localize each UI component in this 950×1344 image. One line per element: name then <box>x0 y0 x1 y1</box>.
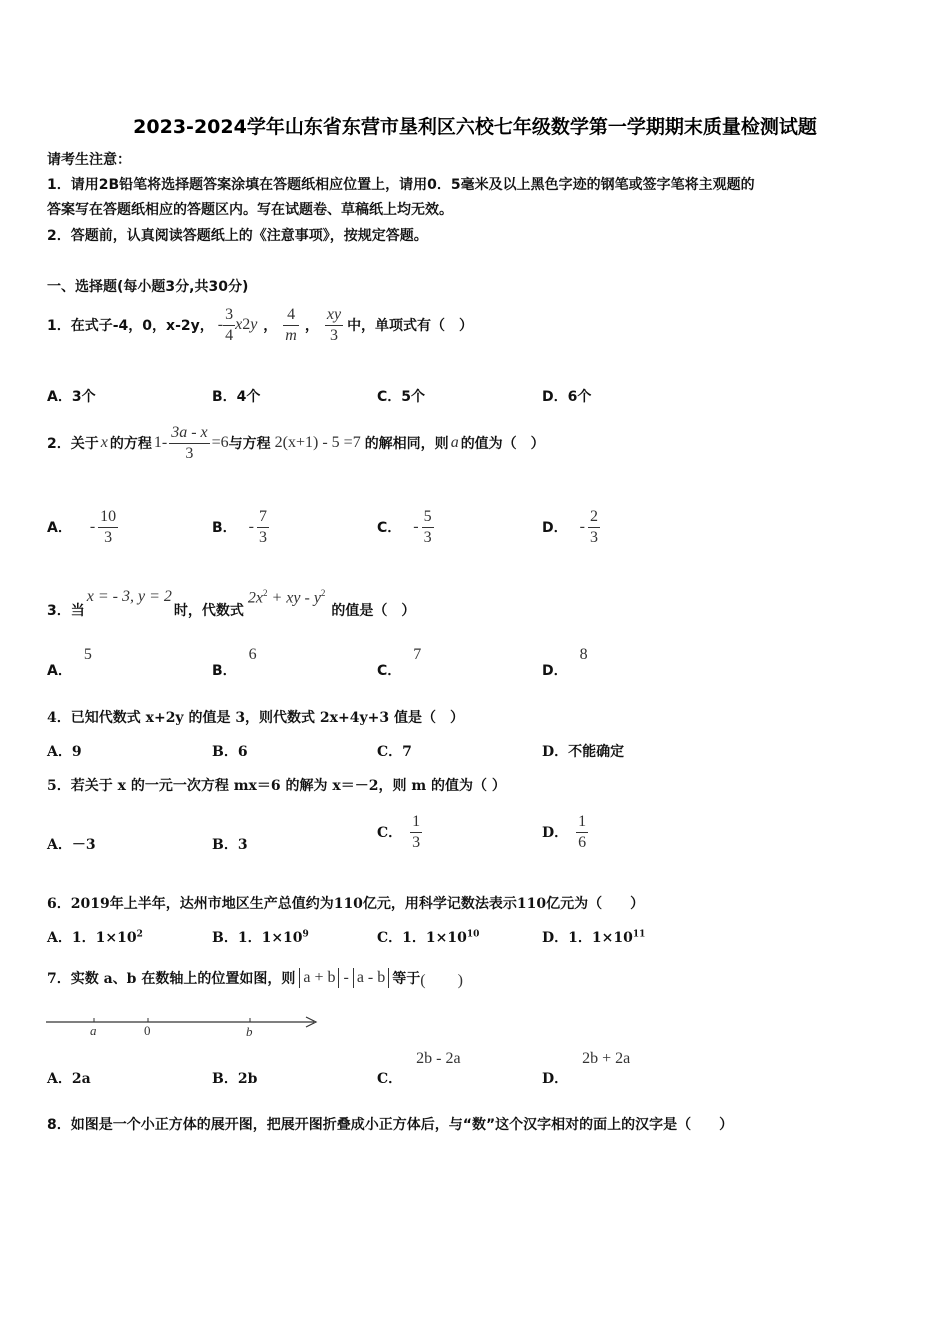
q2-option-b-label: B． <box>212 520 237 536</box>
q1-term1-fraction <box>223 305 235 346</box>
q2-option-a-sign: - <box>89 518 96 535</box>
q6-option-d[interactable] <box>542 927 645 947</box>
q5-option-d-label: D． <box>542 825 569 841</box>
q1-term1-sign: - <box>217 316 224 333</box>
q3-option-b[interactable] <box>212 646 257 682</box>
q5-option-c-fraction <box>410 812 422 853</box>
q6-option-b-exp: 9 <box>302 929 309 940</box>
q3-expr-b: + xy - y <box>267 589 321 607</box>
q1-option-a[interactable]: A．3个 <box>47 389 96 405</box>
q2-option-c-denominator: 3 <box>423 528 432 546</box>
q6-option-c-base: C．1．1×10 <box>377 930 467 946</box>
notice-line-1: 1．请用2B铅笔将选择题答案涂填在答题纸相应位置上，请用0．5毫米及以上黑色字迹的钢笔或签字笔将主观题的 <box>47 177 755 193</box>
q1-suffix: 中，单项式有（ ） <box>347 318 474 334</box>
q3-option-a[interactable] <box>47 646 92 682</box>
q7-minus: - <box>339 969 353 986</box>
q2-option-d-denominator: 3 <box>589 528 598 546</box>
q1-term1-denominator: 4 <box>225 326 234 344</box>
q3-expression <box>248 588 326 607</box>
q5-option-c-numerator: 1 <box>410 812 422 833</box>
q3-option-b-label: B． <box>212 663 237 679</box>
q2-option-b-sign: - <box>248 518 254 535</box>
q7-abs-1: a + b <box>299 968 339 988</box>
q7-prefix: 7．实数 a、b 在数轴上的位置如图，则 <box>47 971 296 987</box>
q2-option-b[interactable] <box>212 503 269 551</box>
q2-option-d-fraction <box>588 507 600 548</box>
q2-eq1-fraction <box>169 423 209 464</box>
q1-comma-2: ， <box>304 318 319 334</box>
question-5: 5．若关于 x 的一元一次方程 mx＝6 的解为 x＝－2，则 m 的值为（ ） <box>47 778 506 794</box>
axis-label-b: b <box>246 1024 253 1039</box>
q1-option-c[interactable]: C．5个 <box>377 389 426 405</box>
q2-option-c-sign: - <box>413 518 419 535</box>
q2-var-x: x <box>100 434 108 451</box>
q7-option-b[interactable]: B．2b <box>212 1071 258 1087</box>
q2-option-c[interactable] <box>377 503 434 551</box>
q6-option-a[interactable] <box>47 927 143 947</box>
q7-option-c-expr: 2b - 2a <box>416 1050 461 1067</box>
q6-option-b-base: B．1．1×10 <box>212 930 303 946</box>
q5-option-d-denominator: 6 <box>578 833 587 851</box>
q3-option-d-value: 8 <box>579 646 588 663</box>
q1-term2-fraction <box>283 305 299 346</box>
q5-option-a[interactable]: A．－3 <box>47 837 96 853</box>
q1-term2-numerator: 4 <box>283 305 299 326</box>
q7-paren: ( ) <box>420 971 463 989</box>
q4-option-d[interactable]: D．不能确定 <box>542 744 625 760</box>
q2-option-c-fraction <box>422 507 434 548</box>
q2-option-d-label: D． <box>542 520 568 536</box>
q2-option-a[interactable] <box>47 503 118 551</box>
q2-option-b-fraction <box>257 507 269 548</box>
number-line <box>44 1012 324 1040</box>
q2-eq2: 2(x+1) - 5 =7 <box>274 434 361 451</box>
q3-option-b-value: 6 <box>248 646 257 663</box>
q3-option-c[interactable] <box>377 646 421 682</box>
q7-option-d-expr: 2b + 2a <box>582 1050 631 1067</box>
q7-option-d[interactable] <box>542 1050 630 1086</box>
question-2 <box>47 418 545 468</box>
q1-term3-fraction <box>325 305 343 346</box>
q5-option-c-denominator: 3 <box>412 833 421 851</box>
question-6: 6．2019年上半年，达州市地区生产总值约为110亿元，用科学记数法表示110亿元为（ ） <box>47 896 645 912</box>
q7-option-a[interactable]: A．2a <box>47 1071 91 1087</box>
q2-mid: 的方程 <box>109 436 152 452</box>
q2-prefix: 2．关于 <box>47 436 99 452</box>
q3-expr-exp1: 2 <box>262 588 268 598</box>
q5-option-d[interactable] <box>542 808 588 856</box>
q7-expression <box>299 968 389 988</box>
q3-option-d[interactable] <box>542 646 588 682</box>
q2-eq1-denominator: 3 <box>185 444 194 462</box>
q5-option-d-fraction <box>576 812 588 853</box>
question-8: 8．如图是一个小正方体的展开图，把展开图折叠成小正方体后，与“数”这个汉字相对的面上的汉字是（ ） <box>47 1117 734 1133</box>
q2-option-a-fraction <box>98 507 118 548</box>
q5-option-c[interactable] <box>377 808 422 856</box>
section-heading: 一、选择题(每小题3分,共30分) <box>47 279 249 295</box>
q2-eq1-right: =6 <box>211 434 229 451</box>
q1-term3-numerator: xy <box>325 305 343 326</box>
q2-option-c-numerator: 5 <box>422 507 434 528</box>
q6-option-a-base: A．1．1×10 <box>47 930 137 946</box>
axis-label-0: 0 <box>144 1023 151 1038</box>
q3-suffix: 的值是（ ） <box>331 603 416 619</box>
q3-option-a-label: A． <box>47 663 72 679</box>
q1-comma-1: ， <box>263 318 278 334</box>
q1-prefix: 1．在式子-4，0，x-2y， <box>47 318 214 334</box>
q7-option-c-label: C． <box>377 1071 403 1087</box>
q2-eq1-numerator: 3a - x <box>169 423 209 444</box>
question-7 <box>47 960 463 996</box>
page-title: 2023-2024学年山东省东营市垦利区六校七年级数学第一学期期末质量检测试题 <box>133 116 817 138</box>
q2-mid3: 的解相同，则 <box>364 436 449 452</box>
q1-term3-denominator: 3 <box>329 326 338 344</box>
q2-option-c-label: C． <box>377 520 402 536</box>
q2-eq1-left: 1- <box>153 434 168 451</box>
q2-option-b-denominator: 3 <box>259 528 267 546</box>
q2-option-b-numerator: 7 <box>257 507 269 528</box>
q2-option-a-label: A． <box>47 520 72 536</box>
q2-suffix: 的值为（ ） <box>460 436 545 452</box>
q4-option-c[interactable]: C．7 <box>377 744 412 760</box>
q3-option-c-label: C． <box>377 663 402 679</box>
q6-option-b[interactable] <box>212 927 309 947</box>
q1-term1-numerator: 3 <box>223 305 235 326</box>
q6-option-a-exp: 2 <box>136 929 143 940</box>
q2-var-a: a <box>450 434 459 451</box>
question-3 <box>47 588 415 622</box>
q3-condition: x = - 3, y = 2 <box>86 588 172 605</box>
notice-line-3: 2．答题前，认真阅读答题纸上的《注意事项》，按规定答题。 <box>47 228 428 244</box>
axis-label-a: a <box>90 1023 97 1038</box>
q2-option-d[interactable] <box>542 503 600 551</box>
q2-option-d-sign: - <box>579 518 585 535</box>
q2-option-a-denominator: 3 <box>104 528 113 546</box>
q7-abs-2: a - b <box>353 968 389 988</box>
q6-option-c-exp: 10 <box>466 929 480 940</box>
q3-expr-a: 2x <box>247 589 263 607</box>
q5-option-d-numerator: 1 <box>576 812 588 833</box>
q3-option-d-label: D． <box>542 663 568 679</box>
question-4: 4．已知代数式 x+2y 的值是 3，则代数式 2x+4y+3 值是（ ） <box>47 710 464 726</box>
q2-option-a-numerator: 10 <box>98 507 118 528</box>
q5-option-c-label: C． <box>377 825 403 841</box>
q6-option-c[interactable] <box>377 927 479 947</box>
q6-option-d-exp: 11 <box>632 929 646 940</box>
q3-expr-exp2: 2 <box>320 588 326 598</box>
q1-term2-denominator: m <box>285 326 297 344</box>
q6-option-d-base: D．1．1×10 <box>542 930 633 946</box>
q5-option-b[interactable]: B．3 <box>212 837 248 853</box>
notice-line-2: 答案写在答题纸相应的答题区内。写在试题卷、草稿纸上均无效。 <box>47 202 453 218</box>
q3-option-c-value: 7 <box>413 646 422 663</box>
q3-option-a-value: 5 <box>83 646 92 663</box>
q7-option-c[interactable] <box>377 1050 461 1086</box>
q1-option-b[interactable]: B．4个 <box>212 389 261 405</box>
q2-mid2: 与方程 <box>228 436 271 452</box>
q1-term1-var: x <box>235 316 243 333</box>
q7-suffix: 等于 <box>392 971 421 987</box>
q1-term1-var2: y <box>250 316 258 333</box>
q1-term1-exp: 2 <box>242 316 251 333</box>
q7-option-d-label: D． <box>542 1071 569 1087</box>
q4-option-a[interactable]: A．9 <box>47 744 82 760</box>
q4-option-b[interactable]: B．6 <box>212 744 248 760</box>
q3-mid: 时，代数式 <box>173 603 244 619</box>
q2-option-d-numerator: 2 <box>588 507 600 528</box>
q3-prefix: 3．当 <box>47 603 85 619</box>
notice-heading: 请考生注意： <box>47 152 131 168</box>
question-1 <box>47 300 473 350</box>
q1-option-d[interactable]: D．6个 <box>542 389 592 405</box>
